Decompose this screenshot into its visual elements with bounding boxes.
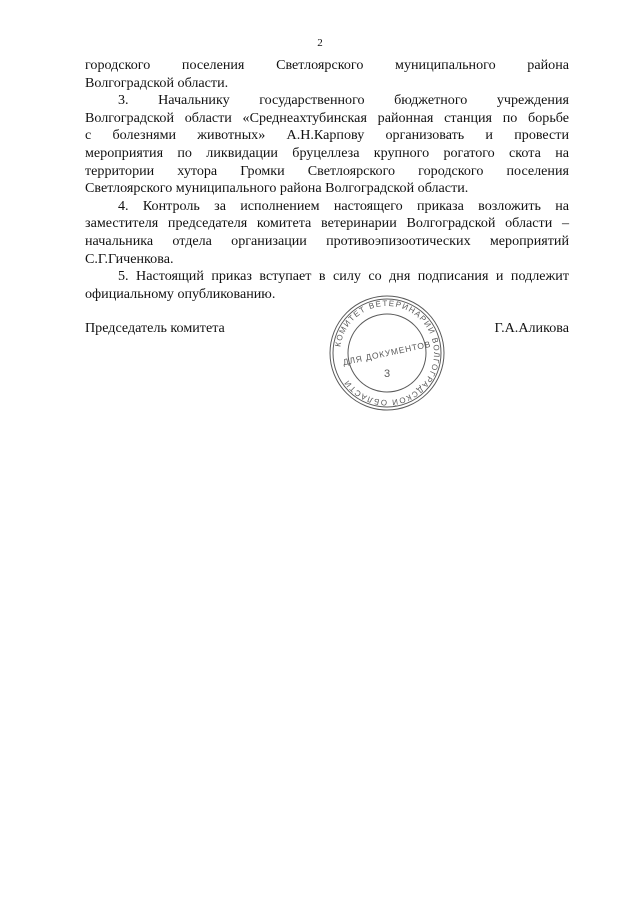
official-seal-stamp — [327, 293, 447, 413]
text-line: Волгоградской области. — [85, 74, 229, 91]
seal-number: 3 — [383, 368, 391, 380]
text-line: Светлоярского муниципального района Волгоградской области. — [85, 180, 469, 197]
text-line: территории хутора Громки Светлоярского городского поселения — [85, 162, 569, 179]
text-line: начальника отдела организации противоэпизоотических мероприятий — [85, 232, 569, 249]
signature-title: Председатель комитета — [85, 320, 225, 336]
text-line: мероприятия по ликвидации бруцеллеза крупного рогатого скота на — [85, 144, 569, 161]
text-line: 5. Настоящий приказ вступает в силу со дня подписания и подлежит — [118, 268, 569, 285]
paragraph-item-3 — [85, 92, 569, 198]
text-line: заместителя председателя комитета ветеринарии Волгоградской области – — [85, 215, 569, 232]
text-line: официальному опубликованию. — [85, 285, 276, 302]
text-line: городского поселения Светлоярского муниципального района — [85, 57, 569, 73]
seal-ring-text: КОМИТЕТ ВЕТЕРИНАРИИ ВОЛГОГРАДСКОЙ ОБЛАСТИ — [333, 298, 442, 408]
signature-name: Г.А.Аликова — [494, 320, 569, 336]
text-line: 4. Контроль за исполнением настоящего приказа возложить на — [118, 197, 569, 214]
text-line: с болезнями животных» А.Н.Карпову организовать и провести — [85, 127, 569, 144]
paragraph-continuation — [85, 57, 569, 92]
seal-center-text: ДЛЯ ДОКУМЕНТОВ — [342, 338, 432, 368]
paragraph-item-4 — [85, 198, 569, 268]
text-line: 3. Начальнику государственного бюджетного учреждения — [118, 92, 569, 109]
document-body — [85, 57, 569, 303]
page-number: 2 — [317, 37, 323, 49]
text-line: Волгоградской области «Среднеахтубинская районная станция по борьбе — [85, 109, 569, 126]
text-line: С.Г.Гиченкова. — [85, 250, 174, 267]
